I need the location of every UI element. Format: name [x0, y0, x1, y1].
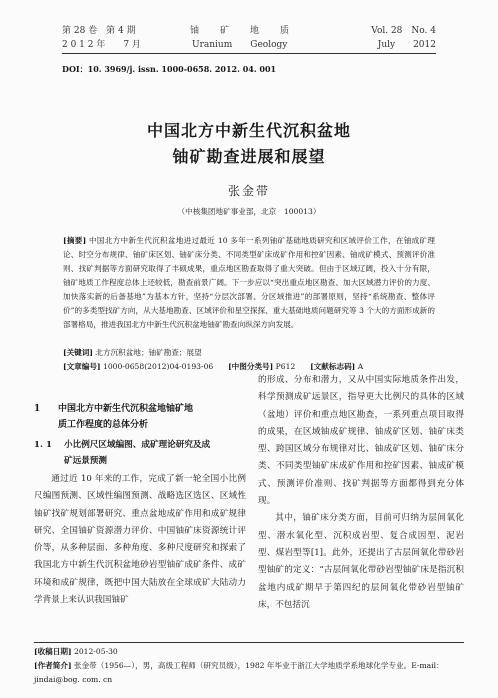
abstract-text: 中国北方中新生代沉积盆地进过最近 10 多年一系列铀矿基础地质研究和区域评价工作，在铀成矿理论、时空分布规律、铀矿床区划、铀矿床分类、不同类型矿床成矿作用和控矿因素、铀成矿模式、预测评价准则、找矿判据等方面研究取得了丰硕成果，重点地区勘查取得了重大突破。但由于区域辽阔，投入十分有限，铀矿地质工作程度总体上还较低，勘查前景广阔。下一步应以“突出重点地区勘查、加大区域潜力评价的力度、加快落实新的后备基地”为基本方针，坚持“分层次部署、分区域推进”的部署原则，坚持“系统勘查、整体评价”的多类型找矿方向，从大基地勘查、区域评价和星空探探、重大基础地质问题研究等 3 个大的方面形成新的部署格局，推进我国北方中新生代沉积盆地铀矿勘查向纵深方向发展。: [63, 236, 436, 329]
journal-volume-issue: 第 28 卷 第 4 期: [62, 26, 136, 36]
abstract: [63, 234, 435, 332]
received-date-line: [34, 645, 464, 659]
right-column: [258, 372, 464, 614]
left-column: [34, 401, 246, 609]
doc-id-label: [文章编号]: [63, 362, 101, 371]
article-title-line2: 铀矿勘查进展和展望: [172, 147, 326, 166]
author-affiliation: （中核集团地矿事业部，北京 100013）: [177, 207, 321, 216]
header-rule: [62, 53, 436, 54]
section-1-title-line2: 质工作程度的总体分析: [58, 420, 149, 430]
section-1-title-line1: 中国北方中新生代沉积盆地铀矿地: [58, 404, 194, 414]
section-1-1-title: [64, 437, 210, 469]
journal-date-cn: 2 0 1 2 年 7 月: [62, 40, 141, 50]
section-1-1-paragraph: 通过近 10 年来的工作，完成了新一轮全国小比例尺编图预测、区域性编图预测、战略选区选区、区域性铀矿找矿规划部署研究、重点盆地成矿作用和成矿规律研究、全国铀矿资源潜力评价、中国铀矿床资源统计评价等，从多种层面、多种角度、多种尺度研究和探索了我国北方中新生代沉积盆地砂岩型铀矿成矿条件、成矿环境和成矿规律，既把中国大陆放在全球成矿大陆动力学背景上来认识我国铀矿: [34, 474, 246, 606]
clc: P612: [275, 362, 296, 371]
journal-name-en: Uranium Geology: [192, 40, 288, 50]
right-paragraph-1: 的形成、分布和潜力，又从中国实际地质条件出发，科学预测成矿远景区，指导更大比例尺的具体的区域（盆地）评价和重点地区勘查，一系列重点项目取得的成果，在区域铀成矿规律、铀成矿区划、铀矿床类型、跨国区域分布规律对比、铀成矿区划、铀矿床分类、不同类型铀矿床成矿作用和控矿因素、铀成矿模式、预测评价准则、找矿判据等方面都得到充分体现。: [258, 375, 464, 507]
abstract-label: [摘要]: [63, 236, 87, 245]
section-1-1-heading: [34, 437, 246, 469]
section-1-1-number: 1. 1: [34, 440, 52, 450]
received-label: [收稿日期]: [34, 647, 72, 656]
author-bio-line: [34, 659, 464, 687]
section-1-heading: [34, 401, 246, 433]
author-bio-label: [作者简介]: [34, 661, 72, 670]
article-title-line1: 中国北方中新生代沉积盆地: [146, 121, 351, 140]
clc-label: [中图分类号]: [228, 362, 274, 371]
classification-line: [63, 361, 363, 372]
footnote-rule: [34, 642, 464, 643]
footnote: [34, 645, 464, 687]
received-date: 2012-05-30: [73, 647, 118, 656]
doi: DOI：10. 3969/j. issn. 1000-0658. 2012. 04. 001: [62, 64, 277, 74]
keywords-label: [关键词]: [63, 348, 93, 357]
right-paragraph-2: 其中，铀矿床分类方面，目前可归纳为层间氧化型、潜水氧化型、沉积成岩型、复合成因型、泥岩型、煤岩型等[1]。此外，还提出了古层间氧化带砂岩型铀矿的定义：“古层间氧化带砂岩型铀矿床是指沉积盆地内成矿期早于第四纪的层间氧化带砂岩型铀矿床，不包括沉: [258, 513, 464, 610]
journal-name-cn: 铀 矿 地 质: [190, 26, 291, 36]
journal-volume-en: Vol. 28 No. 4: [371, 26, 436, 36]
section-1-1-title-line2: 矿远景预测: [64, 456, 107, 466]
section-1-number: 1: [34, 404, 41, 414]
doc-code: A: [357, 362, 364, 371]
keywords-text: 北方沉积盆地；铀矿勘查；展望: [95, 348, 202, 357]
author-bio: 张金带（1956—），男，高级工程师（研究员级），1982 年毕业于浙江大学地质学系地球化学专业。E-mail：jindai@bog. com. cn: [34, 661, 444, 684]
author-name: 张金带: [227, 184, 270, 198]
section-1-1-title-line1: 小比例尺区域编图、成矿理论研究及成: [64, 440, 211, 450]
journal-date-en: July 2012: [377, 40, 436, 50]
section-1-title: [58, 401, 193, 433]
doc-id: 1000-0658(2012)04-0193-06: [102, 362, 214, 371]
keywords: [63, 347, 202, 358]
doc-code-label: [文献标志码]: [310, 362, 356, 371]
